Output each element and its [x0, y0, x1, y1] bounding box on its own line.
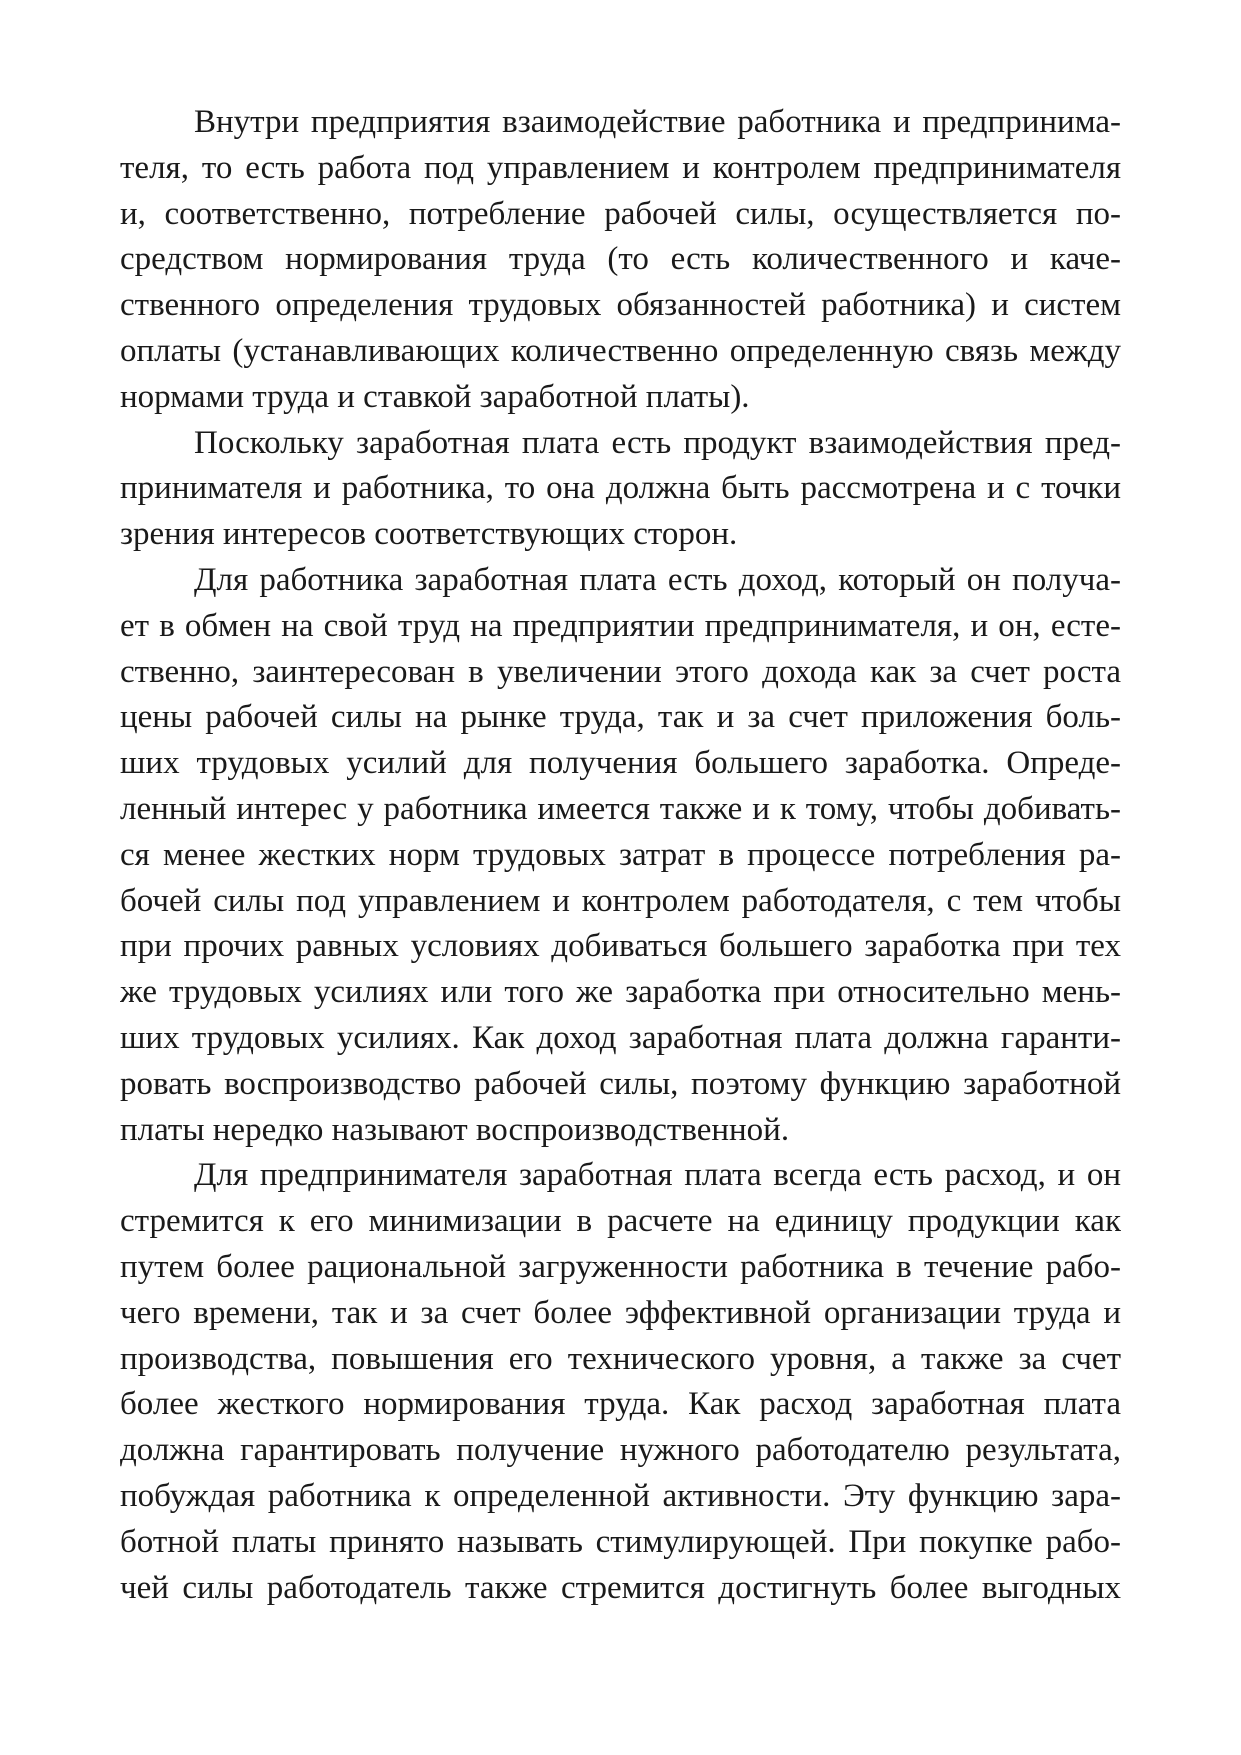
text-line: чей силы работодатель также стремится достигнуть более выгодных [120, 1569, 1121, 1606]
text-line: более жесткого нормирования труда. Как расход заработная плата [120, 1386, 1121, 1423]
text-line: платы нередко называют воспроизводственной. [120, 1111, 790, 1148]
paragraph-4 [120, 1153, 1121, 1611]
text-line: принимателя и работника, то она должна быть рассмотрена и с точки [120, 470, 1121, 507]
text-line: стремится к его минимизации в расчете на единицу продукции как [120, 1203, 1121, 1240]
text-line: Поскольку заработная плата есть продукт взаимодействия пред- [194, 424, 1121, 461]
text-line: ственно, заинтересован в увеличении этого дохода как за счет роста [120, 653, 1121, 690]
paragraph-3 [120, 558, 1121, 1153]
document-page [120, 100, 1121, 1700]
text-line: путем более рациональной загруженности работника в течение рабо- [120, 1248, 1121, 1285]
text-line: ших трудовых усилий для получения большего заработка. Опреде- [120, 745, 1121, 782]
text-line: должна гарантировать получение нужного работодателю результата, [120, 1432, 1121, 1469]
paragraph-1 [120, 100, 1121, 421]
text-line: при прочих равных условиях добиваться большего заработка при тех [120, 928, 1121, 965]
text-line: Для предпринимателя заработная плата всегда есть расход, и он [194, 1157, 1121, 1194]
text-line: бочей силы под управлением и контролем работодателя, с тем чтобы [120, 882, 1121, 919]
text-line: нормами труда и ставкой заработной платы). [120, 378, 750, 415]
text-line: и, соответственно, потребление рабочей силы, осуществляется по- [120, 195, 1121, 232]
text-line: цены рабочей силы на рынке труда, так и за счет приложения боль- [120, 699, 1121, 736]
text-line: производства, повышения его технического уровня, а также за счет [120, 1340, 1121, 1377]
text-line: ленный интерес у работника имеется также и к тому, чтобы добивать- [120, 790, 1121, 827]
paragraph-2 [120, 421, 1121, 558]
text-line: Внутри предприятия взаимодействие работника и предпринима- [194, 104, 1121, 140]
text-line: же трудовых усилиях или того же заработка при относительно мень- [120, 974, 1121, 1011]
text-line: ботной платы принято называть стимулирующей. При покупке рабо- [120, 1523, 1121, 1560]
text-line: побуждая работника к определенной активности. Эту функцию зара- [120, 1477, 1121, 1514]
text-line: средством нормирования труда (то есть количественного и каче- [120, 241, 1121, 278]
text-line: ет в обмен на свой труд на предприятии предпринимателя, и он, есте- [120, 607, 1121, 644]
text-line: ся менее жестких норм трудовых затрат в процессе потребления ра- [120, 836, 1121, 873]
text-line: зрения интересов соответствующих сторон. [120, 516, 738, 553]
text-line: теля, то есть работа под управлением и контролем предпринимателя [120, 149, 1121, 186]
text-line: ственного определения трудовых обязанностей работника) и систем [120, 287, 1121, 324]
text-line: ших трудовых усилиях. Как доход заработная плата должна гаранти- [120, 1019, 1121, 1056]
text-line: оплаты (устанавливающих количественно определенную связь между [120, 332, 1121, 369]
text-line: ровать воспроизводство рабочей силы, поэтому функцию заработной [120, 1065, 1121, 1102]
text-line: чего времени, так и за счет более эффективной организации труда и [120, 1294, 1121, 1331]
text-line: Для работника заработная плата есть доход, который он получа- [194, 561, 1121, 598]
